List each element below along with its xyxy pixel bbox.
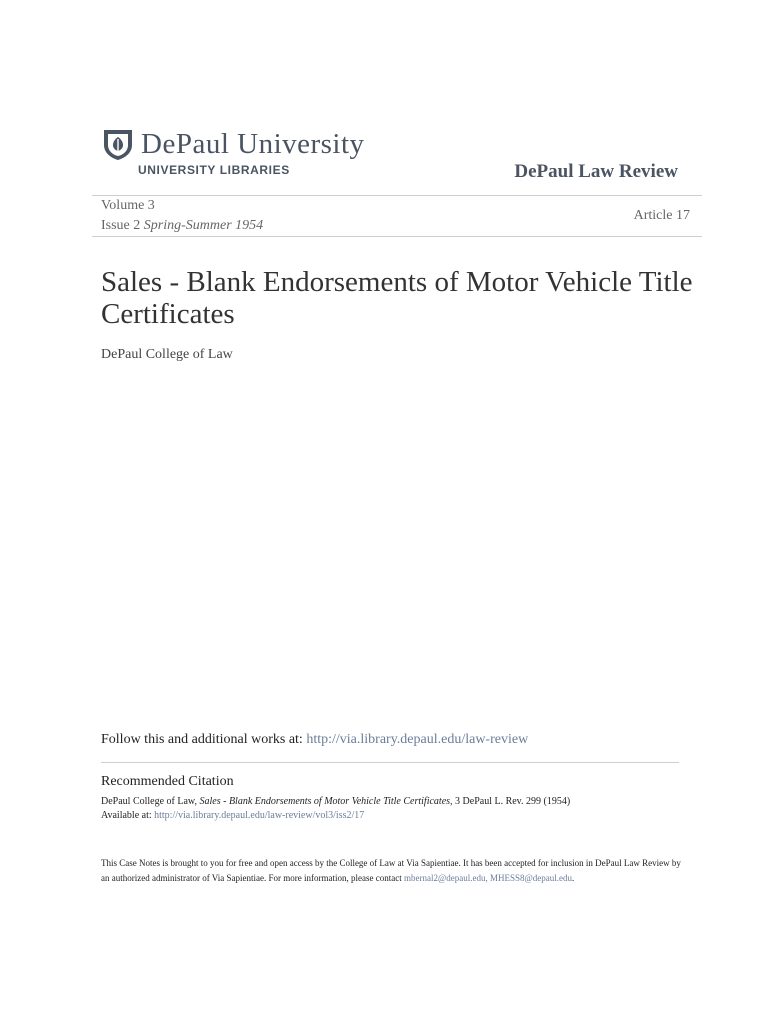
follow-line xyxy=(101,732,528,748)
issue-season: Spring-Summer 1954 xyxy=(143,218,264,233)
article-author[interactable]: DePaul College of Law xyxy=(101,347,233,362)
libraries-label: UNIVERSITY LIBRARIES xyxy=(138,163,290,177)
follow-link[interactable]: http://via.library.depaul.edu/law-review xyxy=(306,732,529,747)
available-line xyxy=(101,810,364,821)
contact-emails[interactable]: mbernal2@depaul.edu, MHESS8@depaul.edu xyxy=(403,873,572,883)
footer-divider xyxy=(101,762,679,763)
citation-title: Sales - Blank Endorsements of Motor Vehicle Title Certificates, xyxy=(199,796,453,807)
follow-text: Follow this and additional works at: xyxy=(101,732,303,747)
available-label: Available at: xyxy=(101,810,152,821)
available-link[interactable]: http://via.library.depaul.edu/law-review/vol3/iss2/17 xyxy=(154,810,365,821)
university-name: DePaul University xyxy=(141,128,365,160)
university-logo[interactable] xyxy=(101,127,365,161)
citation-author: DePaul College of Law, xyxy=(101,796,197,807)
citation-source: 3 DePaul L. Rev. 299 (1954) xyxy=(455,796,571,807)
citation-line xyxy=(101,796,570,807)
volume-label[interactable]: Volume 3 xyxy=(101,198,155,213)
shield-icon xyxy=(101,127,135,161)
notice-text: This Case Notes is brought to you for free and open access by the College of Law at Via Sapientiae. It has been accepted for inclusion in DePaul Law Review by an authorized administrator of Via Sapientiae. For more information, please contact xyxy=(101,858,681,883)
header-divider xyxy=(92,195,702,196)
recommended-citation-heading: Recommended Citation xyxy=(101,774,234,789)
notice-end: . xyxy=(572,873,575,883)
meta-divider xyxy=(92,236,702,237)
access-notice xyxy=(101,856,681,886)
journal-name[interactable]: DePaul Law Review xyxy=(514,161,678,182)
issue-label[interactable] xyxy=(101,218,263,234)
article-title: Sales - Blank Endorsements of Motor Vehicle Title Certificates xyxy=(101,266,693,330)
article-number: Article 17 xyxy=(633,208,690,223)
issue-number: Issue 2 xyxy=(101,218,141,233)
